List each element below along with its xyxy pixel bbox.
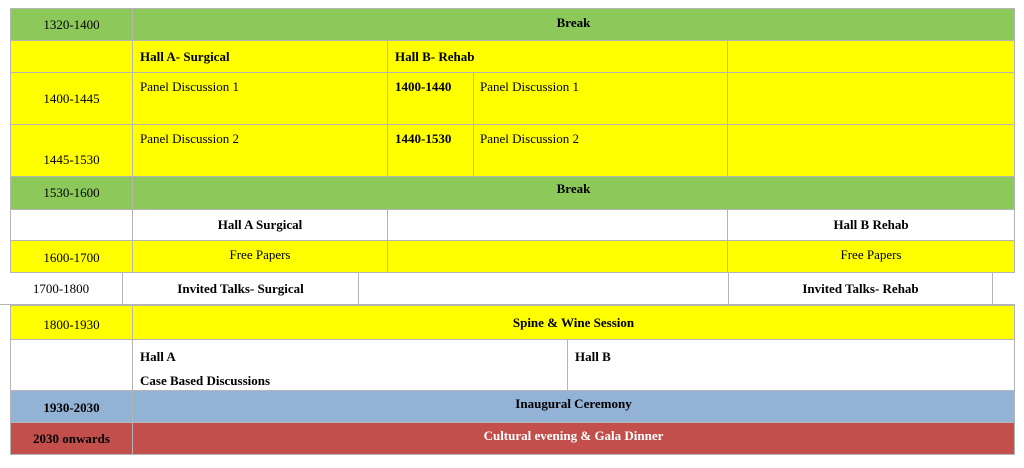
hall-a-session <box>123 273 359 305</box>
time-cell <box>10 306 133 340</box>
empty-time-cell <box>10 340 133 391</box>
session-label: Free Papers <box>840 246 902 262</box>
time-cell <box>10 177 133 210</box>
hall-b-header <box>728 210 1015 241</box>
time-cell <box>10 9 133 41</box>
hall-b-time: 1440-1530 <box>395 131 452 146</box>
empty-cell <box>388 210 728 241</box>
time-cell <box>10 125 133 177</box>
session-label: Free Papers <box>229 246 291 262</box>
break-cell <box>133 177 1015 210</box>
empty-cell <box>728 125 1015 177</box>
break-label: Break <box>556 181 591 196</box>
hall-b-time-cell <box>388 125 474 177</box>
session-label: Cultural evening & Gala Dinner <box>483 427 664 443</box>
hall-a-label: Hall A Surgical <box>217 217 303 232</box>
time-label: 1445-1530 <box>43 152 100 167</box>
row-spine-wine <box>10 305 1015 340</box>
row-panel-1 <box>10 73 1015 125</box>
hall-b-session <box>729 273 993 305</box>
hall-b-session <box>474 73 728 125</box>
row-panel-2 <box>10 125 1015 177</box>
time-label: 1800-1930 <box>43 316 100 332</box>
hall-b-header <box>388 41 728 73</box>
empty-time-cell <box>10 210 133 241</box>
hall-b-session <box>474 125 728 177</box>
empty-cell <box>728 73 1015 125</box>
time-label: 1600-1700 <box>43 249 100 265</box>
hall-a-session <box>133 340 568 391</box>
row-hall-headers <box>10 41 1015 73</box>
break-label: Break <box>556 14 591 30</box>
hall-b-time: 1400-1440 <box>395 79 452 94</box>
hall-b-label: Hall B- Rehab <box>395 48 475 64</box>
session-label: Panel Discussion 1 <box>480 79 579 94</box>
time-label: 1930-2030 <box>43 399 100 415</box>
row-break-2 <box>10 177 1015 210</box>
row-inaugural <box>10 391 1015 423</box>
session-label: Invited Talks- Rehab <box>802 280 919 296</box>
row-invited-talks <box>0 273 1015 305</box>
hall-b-time-cell <box>388 73 474 125</box>
session-label: Invited Talks- Surgical <box>177 280 304 296</box>
session-label: Panel Discussion 2 <box>140 131 239 146</box>
time-cell <box>10 423 133 455</box>
empty-cell <box>728 41 1015 73</box>
hall-a-header <box>133 210 388 241</box>
empty-cell <box>359 273 729 305</box>
empty-cell <box>388 241 728 273</box>
hall-a-session <box>133 73 388 125</box>
time-cell <box>10 241 133 273</box>
row-hall-headers-2 <box>10 210 1015 241</box>
time-cell <box>10 391 133 423</box>
time-label: 1530-1600 <box>43 185 100 200</box>
time-label: 1700-1800 <box>32 280 90 296</box>
gala-session <box>133 423 1015 455</box>
time-label: 1400-1445 <box>43 90 100 106</box>
session-label: Spine & Wine Session <box>512 314 635 330</box>
hall-a-session <box>133 125 388 177</box>
session-label: Inaugural Ceremony <box>515 395 632 411</box>
session-label: Panel Discussion 2 <box>480 131 579 146</box>
break-cell <box>133 9 1015 41</box>
hall-b-label: Hall B Rehab <box>833 217 909 232</box>
spine-session <box>133 306 1015 340</box>
time-label: 2030 onwards <box>33 430 110 446</box>
hall-b-session <box>568 340 1015 391</box>
time-cell <box>10 73 133 125</box>
row-free-papers <box>10 241 1015 273</box>
empty-cell <box>993 273 1015 305</box>
hall-a-session <box>133 241 388 273</box>
hall-a-header <box>133 41 388 73</box>
inaugural-session <box>133 391 1015 423</box>
session-label: Panel Discussion 1 <box>140 79 239 94</box>
row-gala <box>10 423 1015 455</box>
hall-a-label: Hall A- Surgical <box>140 48 230 64</box>
hall-b-title: Hall B <box>575 349 611 364</box>
empty-time-cell <box>10 41 133 73</box>
row-case-discussions <box>10 340 1015 391</box>
row-break-1 <box>10 8 1015 41</box>
hall-a-title: Hall A <box>140 349 176 364</box>
hall-b-session <box>728 241 1015 273</box>
hall-a-subtitle: Case Based Discussions <box>140 373 271 388</box>
time-cell <box>0 273 123 305</box>
time-label: 1320-1400 <box>43 16 100 32</box>
